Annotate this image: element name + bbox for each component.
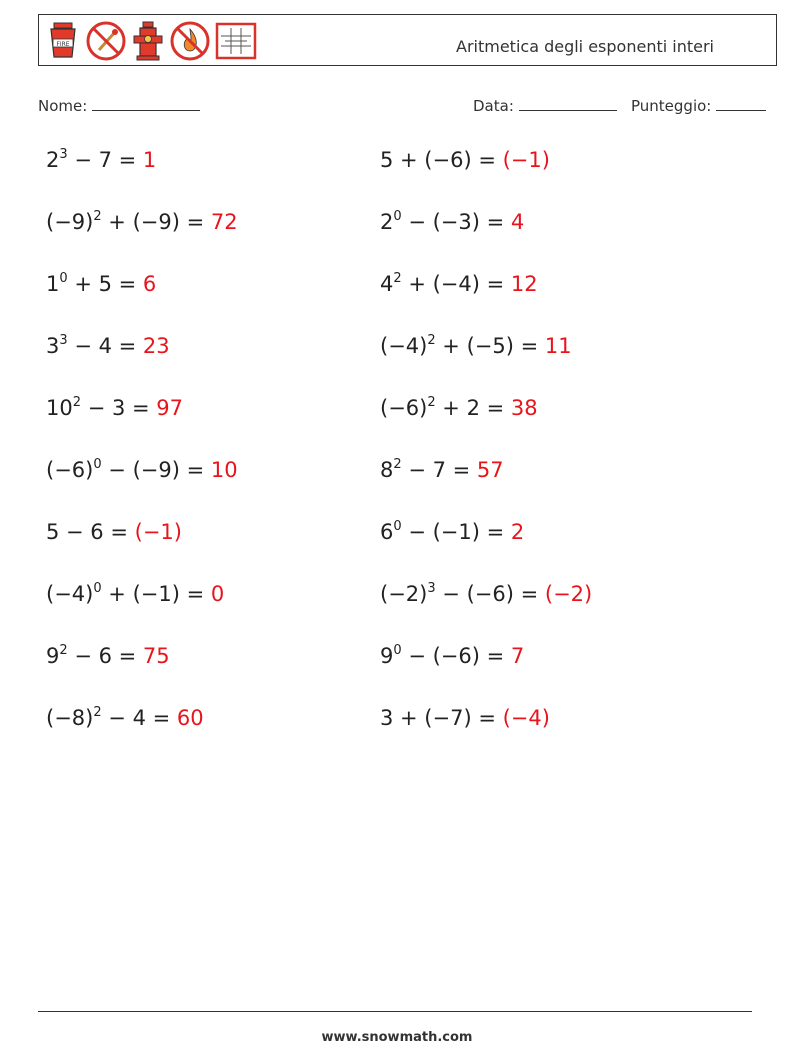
problem-exponent: 2	[427, 333, 436, 348]
problem-item	[46, 458, 238, 482]
problem-exponent: 2	[93, 705, 102, 720]
problem-exponent: 0	[393, 519, 402, 534]
problem-answer: 7	[510, 644, 525, 668]
problem-answer: 60	[176, 706, 204, 730]
problem-operation: − 4 =	[101, 706, 177, 730]
problem-item	[380, 334, 572, 358]
score-field	[631, 96, 766, 115]
problem-exponent: 2	[393, 271, 402, 286]
problem-answer: 75	[142, 644, 170, 668]
problem-item	[46, 334, 170, 358]
problem-exponent: 3	[59, 147, 68, 162]
header-icons	[45, 19, 257, 63]
problem-answer: 10	[210, 458, 238, 482]
problem-answer: 57	[476, 458, 504, 482]
fire-bucket-label: FIRE	[56, 41, 70, 48]
score-label: Punteggio:	[631, 97, 712, 115]
problem-answer: (−1)	[134, 520, 182, 544]
problem-operation: + 2 =	[435, 396, 511, 420]
floor-plan-icon	[215, 22, 257, 60]
problem-item	[380, 520, 524, 544]
problem-answer: 23	[142, 334, 170, 358]
problem-expression: 10	[46, 396, 73, 420]
problem-operation: − 4 =	[67, 334, 143, 358]
problem-operation: − 3 =	[81, 396, 157, 420]
problem-expression: 3	[46, 334, 60, 358]
worksheet-header	[38, 14, 777, 66]
problem-exponent: 2	[93, 209, 102, 224]
problem-item	[380, 458, 504, 482]
problem-expression: 9	[46, 644, 60, 668]
problem-exponent: 0	[393, 643, 402, 658]
problem-expression: 4	[380, 272, 394, 296]
problem-item	[380, 272, 538, 296]
problem-item	[380, 396, 538, 420]
problem-item	[46, 148, 156, 172]
problem-expression: 1	[46, 272, 60, 296]
problem-expression: 2	[46, 148, 60, 172]
problem-expression: (−8)	[46, 706, 94, 730]
name-label: Nome:	[38, 97, 88, 115]
problem-item	[46, 582, 224, 606]
fire-bucket-icon	[45, 21, 81, 61]
problem-expression: (−6)	[380, 396, 428, 420]
date-blank[interactable]	[519, 96, 617, 111]
problem-item	[380, 644, 524, 668]
problem-exponent: 2	[427, 395, 436, 410]
problem-operation: − (−6) =	[401, 644, 511, 668]
date-label: Data:	[473, 97, 514, 115]
problem-item	[46, 272, 156, 296]
problem-operation: − 7 =	[67, 148, 143, 172]
no-matches-icon	[85, 20, 127, 62]
problem-expression: 5 + (−6) =	[380, 148, 503, 172]
problem-exponent: 0	[93, 581, 102, 596]
problem-exponent: 2	[72, 395, 82, 410]
problem-operation: − (−1) =	[401, 520, 511, 544]
problem-exponent: 3	[427, 581, 436, 596]
problem-answer: 2	[510, 520, 525, 544]
problem-expression: 3 + (−7) =	[380, 706, 503, 730]
problem-item	[46, 706, 204, 730]
problem-answer: (−2)	[544, 582, 593, 606]
problem-exponent: 0	[59, 271, 68, 286]
problem-operation: − (−6) =	[435, 582, 545, 606]
problem-operation: − 7 =	[401, 458, 477, 482]
problem-exponent: 0	[93, 457, 102, 472]
problem-exponent: 2	[393, 457, 402, 472]
problem-expression: 9	[380, 644, 394, 668]
problem-operation: − 6 =	[67, 644, 143, 668]
fire-hydrant-icon	[131, 20, 165, 62]
name-blank[interactable]	[92, 96, 200, 111]
problem-expression: (−2)	[380, 582, 428, 606]
problem-answer: 11	[544, 334, 572, 358]
footer-url: www.snowmath.com	[321, 1030, 473, 1045]
footer-divider	[38, 1011, 752, 1012]
problem-exponent: 0	[393, 209, 402, 224]
problem-answer: 72	[210, 210, 238, 234]
problem-item	[380, 148, 550, 172]
problem-item	[380, 582, 592, 606]
problem-expression: (−4)	[380, 334, 428, 358]
problem-exponent: 2	[59, 643, 68, 658]
problem-operation: + (−5) =	[435, 334, 545, 358]
problem-answer: 4	[510, 210, 525, 234]
problem-operation: − (−3) =	[401, 210, 511, 234]
problem-operation: + (−9) =	[101, 210, 211, 234]
no-fire-icon	[169, 20, 211, 62]
problem-expression: (−9)	[46, 210, 94, 234]
problem-item	[46, 520, 182, 544]
problem-operation: + (−1) =	[101, 582, 211, 606]
problem-item	[380, 706, 550, 730]
problem-expression: 5 − 6 =	[46, 520, 135, 544]
problem-expression: (−6)	[46, 458, 94, 482]
problem-answer: 97	[156, 396, 184, 420]
problem-expression: 8	[380, 458, 394, 482]
problem-operation: + 5 =	[67, 272, 143, 296]
problem-answer: (−4)	[502, 706, 550, 730]
score-blank[interactable]	[716, 96, 766, 111]
problem-item	[46, 644, 170, 668]
problem-expression: (−4)	[46, 582, 94, 606]
problem-expression: 6	[380, 520, 394, 544]
problem-operation: − (−9) =	[101, 458, 211, 482]
date-field	[473, 96, 617, 115]
problem-answer: (−1)	[502, 148, 550, 172]
problem-item	[46, 396, 183, 420]
problem-expression: 2	[380, 210, 394, 234]
problem-item	[46, 210, 238, 234]
name-field	[38, 96, 200, 115]
problem-answer: 6	[142, 272, 157, 296]
problem-answer: 38	[510, 396, 538, 420]
problem-answer: 12	[510, 272, 538, 296]
problem-exponent: 3	[59, 333, 68, 348]
problem-item	[380, 210, 524, 234]
problem-operation: + (−4) =	[401, 272, 511, 296]
worksheet-title: Aritmetica degli esponenti interi	[456, 37, 714, 56]
problem-answer: 1	[142, 148, 157, 172]
problem-answer: 0	[210, 582, 225, 606]
